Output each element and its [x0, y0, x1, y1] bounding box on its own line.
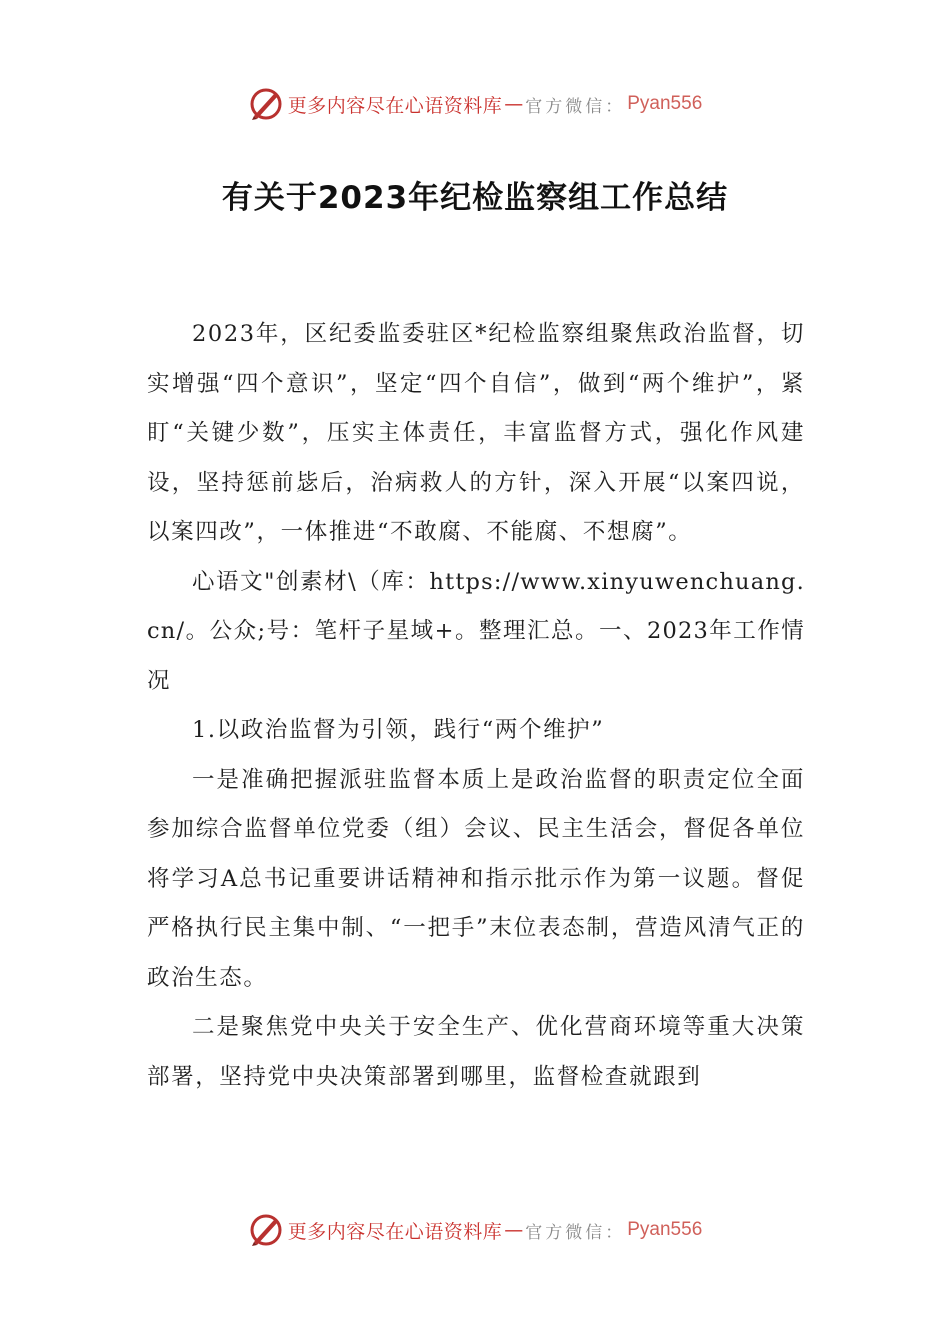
document-title: 有关于2023年纪检监察组工作总结 [221, 180, 729, 216]
library-text: 更多内容尽在心语资料库 [287, 1220, 503, 1243]
paragraph-heading-1: 1.以政治监督为引领，践行“两个维护” [192, 717, 605, 743]
paragraph-source-note: 心语文"创素材\（库：https://www.xinyuwenchuang.cn/。公众;号：笔杆子星域+。整理汇总。一、2023年工作情况 [147, 568, 805, 694]
footer-banner [0, 1210, 950, 1250]
header-banner [0, 84, 950, 124]
pen-logo-icon [248, 86, 284, 122]
wechat-id: Pyan556 [627, 93, 703, 114]
document-body [147, 310, 805, 1102]
banner-dash: — [504, 1219, 524, 1241]
official-wechat-label: 官方微信： [525, 1222, 626, 1243]
official-wechat-label: 官方微信： [525, 96, 626, 117]
paragraph-point-1: 一是准确把握派驻监督本质上是政治监督的职责定位全面参加综合监督单位党委（组）会议、民主生活会，督促各单位将学习A总书记重要讲话精神和指示批示作为第一议题。督促严格执行民主集中制、“一把手”末位表态制，营造风清气正的政治生态。 [147, 766, 805, 991]
wechat-id: Pyan556 [627, 1219, 703, 1240]
paragraph-intro: 2023年，区纪委监委驻区*纪检监察组聚焦政治监督，切实增强“四个意识”，坚定“四个自信”，做到“两个维护”，紧盯“关键少数”，压实主体责任，丰富监督方式，强化作风建设，坚持惩前毖后，治病救人的方针，深入开展“以案四说，以案四改”，一体推进“不敢腐、不能腐、不想腐”。 [147, 321, 805, 545]
banner-dash: — [504, 93, 524, 115]
paragraph-point-2: 二是聚焦党中央关于安全生产、优化营商环境等重大决策部署，坚持党中央决策部署到哪里，监督检查就跟到 [147, 1014, 805, 1090]
library-text: 更多内容尽在心语资料库 [287, 94, 503, 117]
pen-logo-icon [248, 1212, 284, 1248]
